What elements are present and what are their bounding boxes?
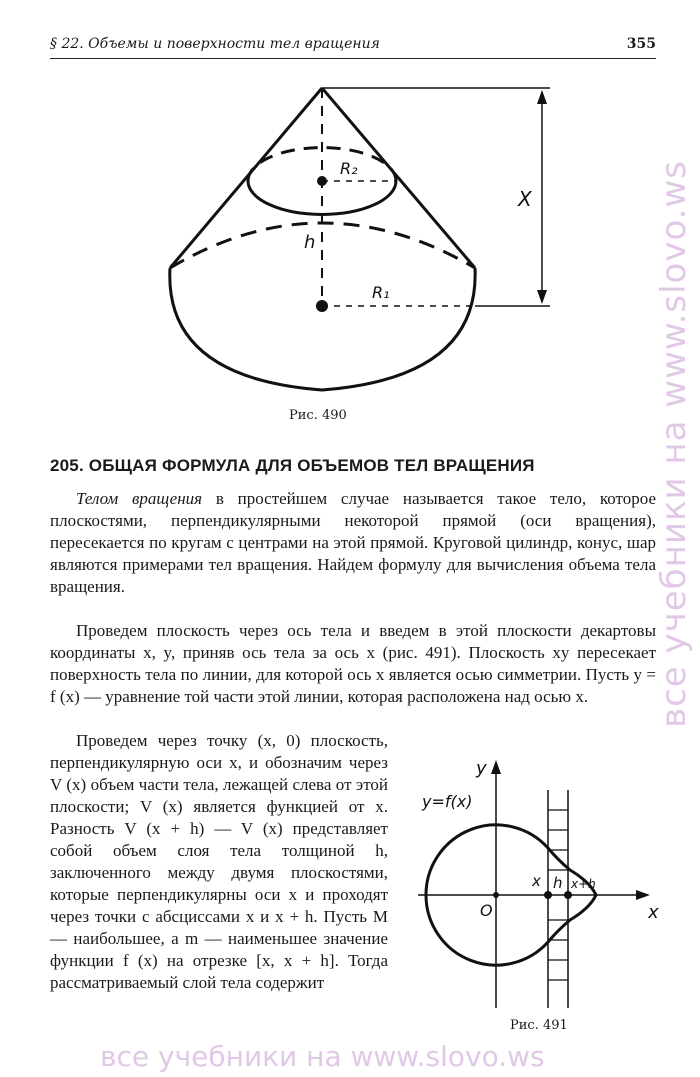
label-r1: R₁ — [372, 283, 390, 302]
label-y-axis: y — [476, 758, 487, 779]
figure-491-caption: Рис. 491 — [510, 1018, 568, 1033]
bottom-watermark: все учебники на www.slovo.ws — [100, 1040, 545, 1073]
label-h: h — [304, 232, 316, 253]
paragraph-definition — [50, 488, 656, 598]
vertical-watermark: все учебники на www.slovo.ws — [654, 160, 694, 728]
label-x: X — [518, 187, 532, 211]
label-x-axis: x — [648, 902, 659, 923]
figure-491-graph — [418, 750, 668, 1010]
paragraph-coordinates: Проведем плоскость через ось тела и введем в этой плоскости декартовы координаты x, y, приняв ось тела за ось x (рис. 491). Плоскость xy пересекает поверхность тела по линии, для которой ось x является осью симметрии. Пусть y = f (x) — уравнение той части этой линии, которая расположена над осью x. — [50, 621, 656, 706]
label-fx: y=f(x) — [422, 792, 473, 811]
page-header — [50, 36, 656, 59]
term-body-of-revolution: Телом вращения — [76, 489, 203, 508]
section-heading: 205. ОБЩАЯ ФОРМУЛА ДЛЯ ОБЪЕМОВ ТЕЛ ВРАЩЕНИЯ — [50, 456, 535, 475]
label-strip-h: h — [553, 874, 563, 892]
paragraph-volume-function: Проведем через точку (x, 0) плоскость, перпендикулярную оси x, и обозначим через V (x) объем части тела, лежащей слева от этой плоскости; V (x) является функцией от x. Разность V (x + h) — V (x) представляет собой объем слоя тела толщиной h, заключенного между двумя плоскостями, которые перпендикулярны оси x и проходят через точки с абсциссами x и x + h. Пусть M — наибольшее, а m — наименьшее значение функции f (x) на отрезке [x, x + h]. Тогда рассматриваемый слой тела содержит — [50, 731, 388, 992]
label-strip-xh: x+h — [571, 877, 596, 891]
paragraph-definition-text: в простейшем случае называется такое тело, которое плоскостями, перпендикулярными некоторой прямой (оси вращения), пересекается по кругам с центрами на этой прямой. Круговой цилиндр, конус, шар являются примерами тел вращения. Найдем формулу для вычисления объема тела вращения. — [50, 489, 656, 596]
label-origin: O — [480, 901, 493, 920]
page-number: 355 — [626, 36, 656, 52]
label-r2: R₂ — [340, 159, 358, 178]
figure-490-caption: Рис. 490 — [289, 408, 347, 423]
label-strip-x: x — [532, 872, 541, 890]
figure-490-cone — [140, 78, 580, 408]
running-head: § 22. Объемы и поверхности тел вращения — [50, 36, 380, 52]
